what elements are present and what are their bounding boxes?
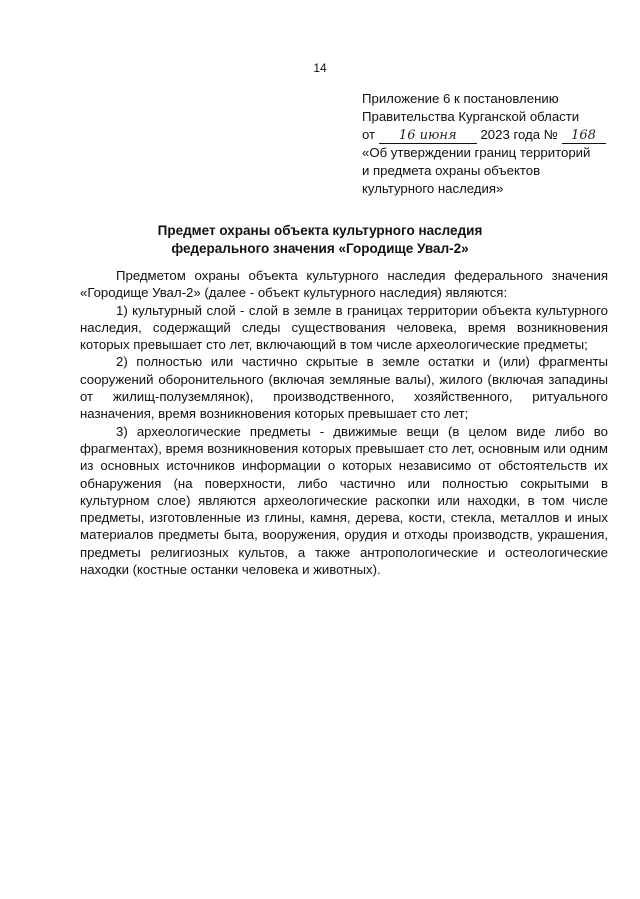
annex-date-line bbox=[362, 126, 612, 144]
title-line-1: Предмет охраны объекта культурного наследия bbox=[157, 223, 483, 238]
item-1-paragraph: 1) культурный слой - слой в земле в границах территории объекта культурного наследия, содержащий следы существования человека, время возникновения которых превышает сто лет, включающий в том числе археологические предметы; bbox=[80, 302, 608, 353]
annex-line-4: «Об утверждении границ территорий bbox=[362, 145, 591, 160]
year-text: 2023 года bbox=[480, 127, 541, 142]
page-number: 14 bbox=[313, 61, 327, 75]
annex-line-5: и предмета охраны объектов bbox=[362, 163, 541, 178]
item-2-paragraph: 2) полностью или частично скрытые в земле остатки и (или) фрагменты сооружений оборонительного (включая земляные валы), жилого (включая западины от жилищ-полуземлянок), производственного, хозяйственного, ритуального назначения, время возникновения которых превышает сто лет; bbox=[80, 354, 608, 422]
intro-paragraph: Предметом охраны объекта культурного наследия федерального значения «Городище Увал-2» (далее - объект культурного наследия) являются: bbox=[80, 268, 608, 301]
handwritten-date: 16 июня bbox=[379, 129, 477, 144]
item-3-paragraph: 3) археологические предметы - движимые вещи (в целом виде либо во фрагментах), время возникновения которых превышает сто лет, основным или одним из основных источников информации о которых независимо от обстоятельств их обнаружения (на поверхности, либо частично или полностью сокрытыми в культурном слое) являются археологические раскопки или находки, в том числе предметы, изготовленные из глины, камня, дерева, кости, стекла, металлов и иных материалов предметы быта, вооружения, орудия и отходы производств, украшения, предметы религиозных культов, а также антропологические и остеологические находки (костные останки человека и животных). bbox=[80, 423, 608, 578]
number-sign: № bbox=[543, 127, 558, 142]
document-body bbox=[80, 267, 608, 578]
document-title bbox=[0, 222, 640, 258]
handwritten-number: 168 bbox=[562, 129, 606, 144]
annex-header bbox=[362, 90, 612, 198]
annex-line-6: культурного наследия» bbox=[362, 181, 504, 196]
annex-line-1: Приложение 6 к постановлению bbox=[362, 91, 559, 106]
title-line-2: федерального значения «Городище Увал-2» bbox=[171, 241, 469, 256]
annex-line-2: Правительства Курганской области bbox=[362, 109, 580, 124]
date-prefix: от bbox=[362, 127, 376, 142]
